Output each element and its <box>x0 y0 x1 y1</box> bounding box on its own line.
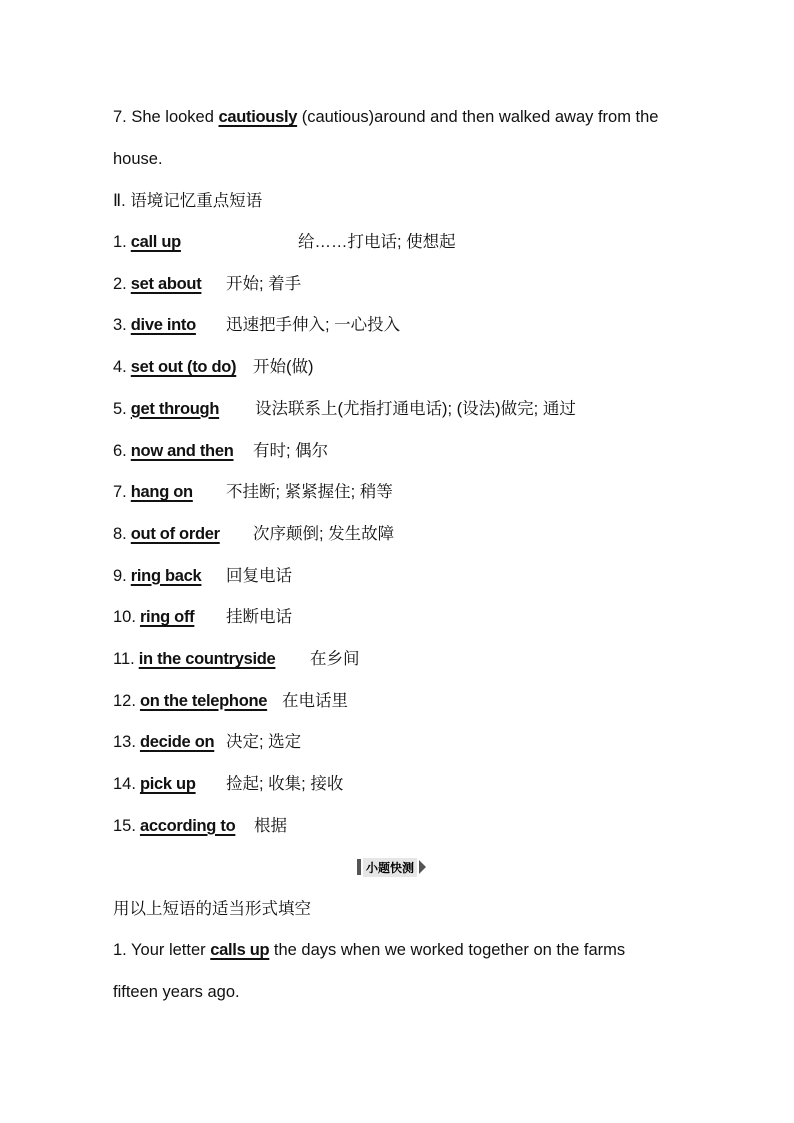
phrase-number: 6. <box>113 441 127 460</box>
phrase-item <box>113 314 401 336</box>
phrase-number: 9. <box>113 566 127 585</box>
phrase-meaning: 设法联系上(尤指打通电话); (设法)做完; 通过 <box>255 399 576 418</box>
phrase-meaning: 迅速把手伸入; 一心投入 <box>226 316 401 335</box>
phrase-answer: now and then <box>130 441 234 460</box>
phrase-answer: ring off <box>139 608 195 627</box>
phrase-answer: pick up <box>139 775 196 794</box>
badge-arrow-icon <box>419 860 426 874</box>
phrase-item <box>113 815 287 837</box>
phrase-meaning: 在乡间 <box>310 650 360 668</box>
phrase-meaning: 回复电话 <box>226 566 292 585</box>
section-heading: Ⅱ. 语境记忆重点短语 <box>113 192 263 210</box>
phrase-meaning: 开始; 着手 <box>226 274 302 293</box>
answer-blank: cautiously <box>218 108 298 126</box>
exercise-text: 1. Your letter <box>113 941 211 959</box>
phrase-answer: get through <box>130 399 220 418</box>
sentence-text: (cautious)around and then walked away from the <box>297 108 659 126</box>
phrase-answer: in the countryside <box>138 650 276 668</box>
phrase-answer: out of order <box>130 524 220 543</box>
phrase-item <box>113 481 393 503</box>
phrase-item <box>113 565 292 587</box>
phrase-answer: hang on <box>130 483 193 502</box>
phrase-meaning: 给……打电话; 使想起 <box>298 233 456 251</box>
badge-label: 小题快测 <box>363 858 417 877</box>
badge-bar-icon <box>357 859 361 875</box>
exercise-text: the days when we worked together on the farms <box>269 941 626 959</box>
phrase-meaning: 次序颠倒; 发生故障 <box>253 524 395 543</box>
phrase-item <box>113 356 314 378</box>
sentence-7-continuation: house. <box>113 150 163 168</box>
phrase-item <box>113 398 576 420</box>
phrase-number: 8. <box>113 524 127 543</box>
phrase-item <box>113 273 302 295</box>
phrase-number: 1. <box>113 233 127 251</box>
phrase-number: 13. <box>113 733 136 752</box>
phrase-item <box>113 648 360 670</box>
phrase-answer: set about <box>130 274 202 293</box>
answer-blank: calls up <box>210 941 270 959</box>
phrase-meaning: 有时; 偶尔 <box>253 441 329 460</box>
phrase-item <box>113 440 329 462</box>
phrase-answer: on the telephone <box>139 691 268 710</box>
phrase-item <box>113 606 292 628</box>
phrase-number: 3. <box>113 316 127 335</box>
phrase-meaning: 不挂断; 紧紧握住; 稍等 <box>226 483 393 502</box>
phrase-answer: set out (to do) <box>130 358 237 377</box>
phrase-answer: dive into <box>130 316 196 335</box>
phrase-number: 2. <box>113 274 127 293</box>
phrase-meaning: 在电话里 <box>282 691 348 710</box>
phrase-item <box>113 690 348 712</box>
phrase-answer: decide on <box>139 733 215 752</box>
sentence-7 <box>113 106 658 128</box>
phrase-item <box>113 773 344 795</box>
phrase-item <box>113 231 456 253</box>
instruction: 用以上短语的适当形式填空 <box>113 900 311 918</box>
exercise-1-continuation: fifteen years ago. <box>113 983 240 1001</box>
phrase-number: 4. <box>113 358 127 377</box>
phrase-number: 12. <box>113 691 136 710</box>
phrase-meaning: 决定; 选定 <box>226 733 302 752</box>
phrase-answer: call up <box>130 233 181 251</box>
phrase-number: 5. <box>113 399 127 418</box>
phrase-meaning: 捡起; 收集; 接收 <box>226 775 344 794</box>
phrase-number: 14. <box>113 775 136 794</box>
phrase-meaning: 挂断电话 <box>226 608 292 627</box>
phrase-number: 7. <box>113 483 127 502</box>
phrase-item <box>113 731 302 753</box>
phrase-number: 15. <box>113 816 136 835</box>
phrase-meaning: 开始(做) <box>253 358 314 377</box>
phrase-number: 10. <box>113 608 136 627</box>
phrase-meaning: 根据 <box>254 816 287 835</box>
phrase-item <box>113 523 395 545</box>
phrase-answer: ring back <box>130 566 202 585</box>
phrase-answer: according to <box>139 816 236 835</box>
exercise-1 <box>113 939 625 961</box>
phrase-number: 11. <box>113 650 135 668</box>
quiz-badge <box>357 857 426 877</box>
sentence-text: 7. She looked <box>113 108 219 126</box>
